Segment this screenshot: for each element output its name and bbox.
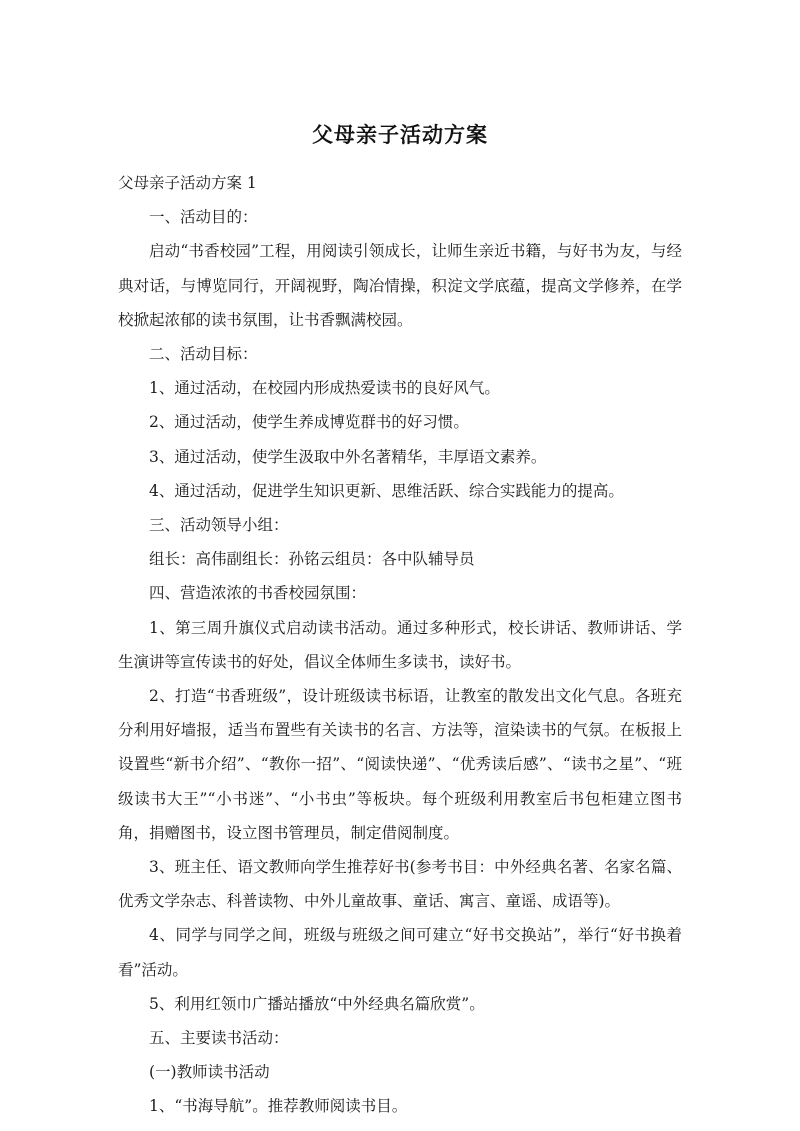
- paragraph: 二、活动目标：: [149, 345, 258, 364]
- paragraph: 四、营造浓浓的书香校园氛围：: [149, 584, 367, 603]
- paragraph: 2、通过活动，使学生养成博览群书的好习惯。: [149, 413, 469, 432]
- paragraph: 1、通过活动，在校园内形成热爱读书的良好风气。: [149, 379, 500, 398]
- paragraph: (一)教师读书活动: [149, 1063, 270, 1082]
- paragraph: 5、利用红领巾广播站播放“中外经典名篇欣赏”。: [149, 994, 485, 1013]
- paragraph: 三、活动领导小组：: [149, 516, 289, 535]
- paragraph: 一、活动目的：: [149, 208, 258, 227]
- paragraph: 2、打造“书香班级”，设计班级读书标语，让教室的散发出文化气息。各班充分利用好墙报，适当布置些有关读书的名言、方法等，渲染读书的气氛。在板报上设置些“新书介绍”、“教你一招”、“阅读快递”、“优秀读后感”、“读书之星”、“班级读书大王”“小书迷”、“小书虫”等板块。每个班级利用教室后书包柜建立图书角，捐赠图书，设立图书管理员，制定借阅制度。: [118, 687, 682, 842]
- section-heading: 父母亲子活动方案 1: [118, 174, 257, 192]
- paragraph: 五、主要读书活动：: [149, 1029, 289, 1048]
- paragraph: 启动“书香校园”工程，用阅读引领成长，让师生亲近书籍，与好书为友，与经典对话，与博览同行，开阔视野，陶冶情操，积淀文学底蕴，提高文学修养，在学校掀起浓郁的读书氛围，让书香飘满校园。: [118, 242, 682, 329]
- paragraph: 3、班主任、语文教师向学生推荐好书(参考书目：中外经典名著、名家名篇、优秀文学杂志、科普读物、中外儿童故事、童话、寓言、童谣、成语等)。: [118, 858, 682, 911]
- paragraph: 4、同学与同学之间，班级与班级之间可建立“好书交换站”，举行“好书换着看”活动。: [118, 926, 682, 979]
- document-title: 父母亲子活动方案: [312, 123, 488, 147]
- paragraph: 3、通过活动，使学生汲取中外名著精华，丰厚语文素养。: [149, 447, 547, 466]
- paragraph: 1、“书海导航”。推荐教师阅读书目。: [149, 1097, 408, 1116]
- document-body: [118, 166, 682, 1124]
- paragraph: 1、第三周升旗仪式启动读书活动。通过多种形式，校长讲话、教师讲话、学生演讲等宣传读书的好处，倡议全体师生多读书，读好书。: [118, 618, 682, 671]
- paragraph: 组长：高伟副组长：孙铭云组员：各中队辅导员: [149, 550, 475, 569]
- paragraph: 4、通过活动，促进学生知识更新、思维活跃、综合实践能力的提高。: [149, 481, 624, 500]
